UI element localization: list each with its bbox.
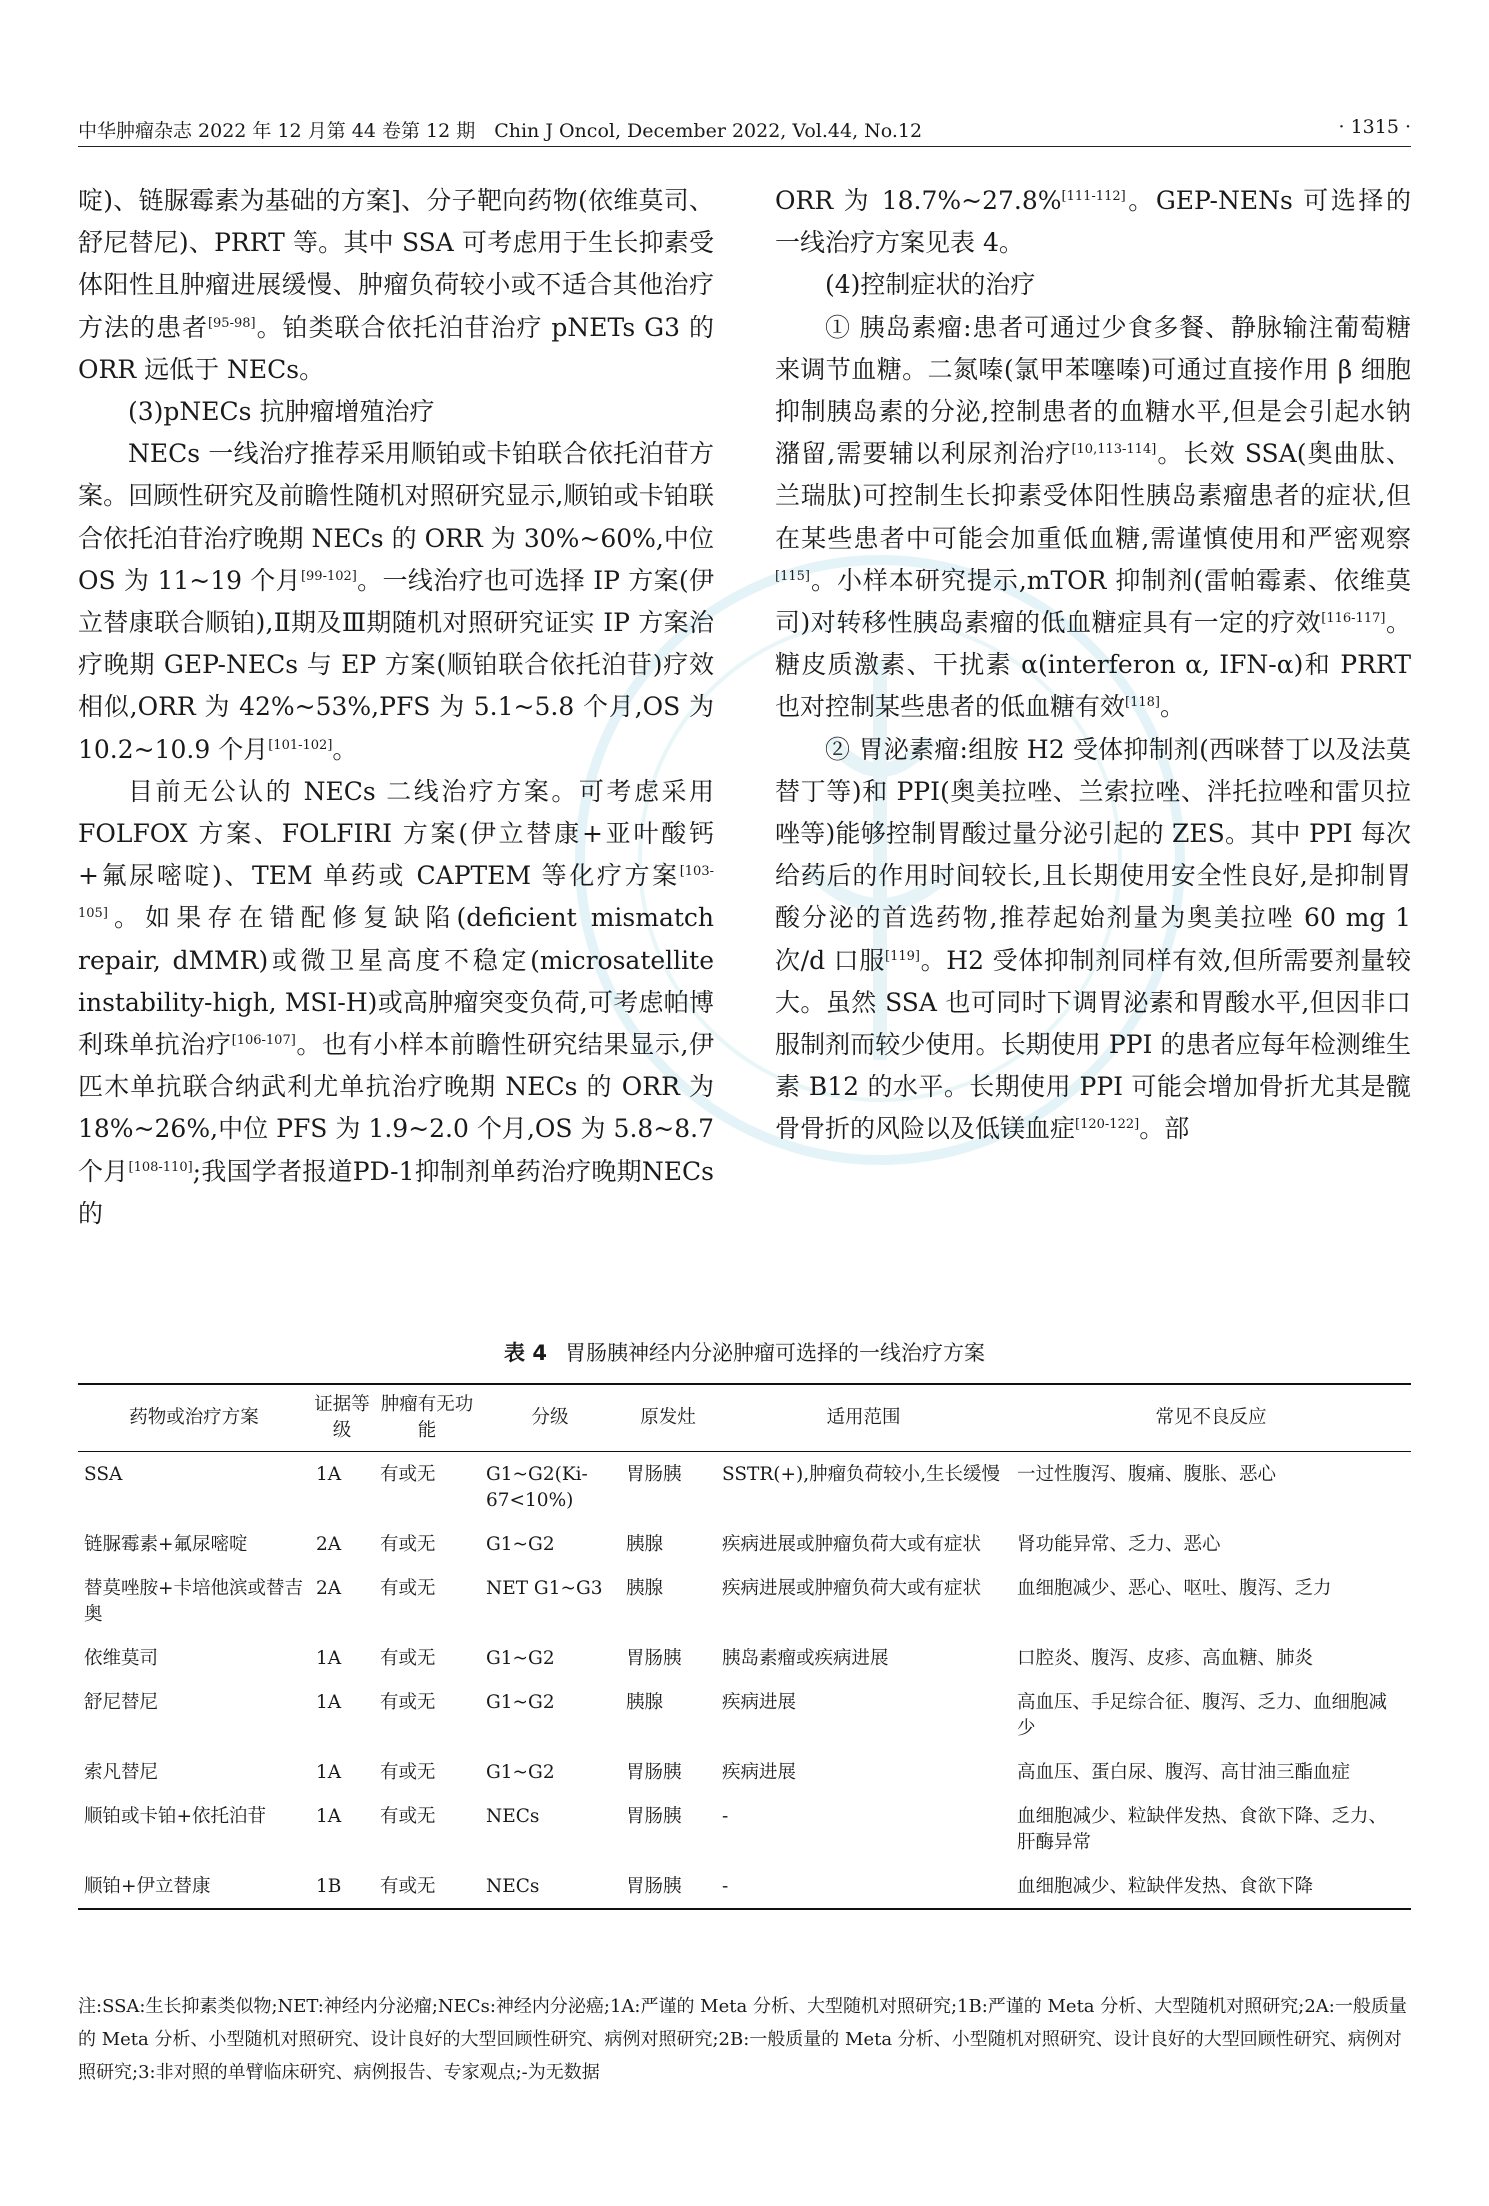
table-cell: 胰腺 xyxy=(626,1692,664,1713)
table-cell: 血细胞减少、粒缺伴发热、食欲下降、乏力、肝酶异常 xyxy=(1017,1806,1388,1853)
table-cell: 有或无 xyxy=(380,1692,436,1713)
table-cell: 胃肠胰 xyxy=(626,1762,682,1783)
table-cell: 1A xyxy=(316,1762,342,1783)
table-row xyxy=(78,1452,1411,1523)
section-heading: (3)pNECs 抗肿瘤增殖治疗 xyxy=(128,397,435,427)
table-title: 胃肠胰神经内分泌肿瘤可选择的一线治疗方案 xyxy=(564,1341,985,1365)
left-column xyxy=(78,180,714,1235)
table-row xyxy=(78,1794,1411,1864)
table-cell: 1A xyxy=(316,1806,342,1827)
table-cell: 1A xyxy=(316,1464,342,1485)
table-cell: 有或无 xyxy=(380,1534,436,1555)
table-cell: 2A xyxy=(316,1534,342,1555)
paragraph: ② 胃泌素瘤:组胺 H2 受体抑制剂(西咪替丁以及法莫替丁等)和 PPI(奥美拉唑、兰索拉唑、泮托拉唑和雷贝拉唑等)能够控制胃酸过量分泌引起的 ZES。其中 PPI 每次给药后的作用时间较长,且长期使用安全性良好,是抑制胃酸分泌的首选药物,推荐起始剂量为奥美拉唑 60 mg 1 次/d 口服[119]。H2 受体抑制剂同样有效,但所需要剂量较大。虽然 SSA 也可同时下调胃泌素和胃酸水平,但因非口服制剂而较少使用。长期使用 PPI 的患者应每年检测维生素 B12 的水平。长期使用 PPI 可能会增加骨折尤其是髋骨骨折的风险以及低镁血症[120-122]。部 xyxy=(775,734,1412,1144)
paragraph: NECs 一线治疗推荐采用顺铂或卡铂联合依托泊苷方案。回顾性研究及前瞻性随机对照研究显示,顺铂或卡铂联合依托泊苷治疗晚期 NECs 的 ORR 为 30%~60%,中位 OS 为 11~19 个月[99-102]。一线治疗也可选择 IP 方案(伊立替康联合顺铂),Ⅱ期及Ⅲ期随机对照研究证实 IP 方案治疗晚期 GEP-NECs 与 EP 方案(顺铂联合依托泊苷)疗效相似,ORR 为 42%~53%,PFS 为 5.1~5.8 个月,OS 为 10.2~10.9 个月[101-102]。 xyxy=(78,439,714,764)
table-cell: G1~G2(Ki-67<10%) xyxy=(486,1464,588,1511)
table-row xyxy=(78,1636,1411,1680)
table-cell: 血细胞减少、恶心、呕吐、腹泻、乏力 xyxy=(1017,1578,1332,1599)
table-cell: G1~G2 xyxy=(486,1534,555,1555)
table-cell: G1~G2 xyxy=(486,1692,555,1713)
table-cell: 高血压、手足综合征、腹泻、乏力、血细胞减少 xyxy=(1017,1692,1388,1739)
table-cell: 疾病进展或肿瘤负荷大或有症状 xyxy=(722,1534,982,1555)
header-cell: 常见不良反应 xyxy=(1155,1407,1267,1428)
table-caption xyxy=(78,1337,1411,1367)
table-cell: - xyxy=(722,1876,729,1897)
page-header xyxy=(78,112,1411,146)
table-cell: NECs xyxy=(486,1806,540,1827)
table-row xyxy=(78,1750,1411,1794)
page-number: · 1315 · xyxy=(1338,116,1411,138)
header-cell: 适用范围 xyxy=(826,1407,901,1428)
table-row xyxy=(78,1864,1411,1909)
header-cell: 证据等级 xyxy=(314,1394,370,1441)
table-cell: SSA xyxy=(84,1464,123,1485)
table-cell: NECs xyxy=(486,1876,540,1897)
journal-citation: 中华肿瘤杂志 2022 年 12 月第 44 卷第 12 期 Chin J Oncol, December 2022, Vol.44, No.12 xyxy=(78,120,923,142)
header-rule xyxy=(78,146,1411,147)
table-cell: - xyxy=(722,1806,729,1827)
table-cell: 有或无 xyxy=(380,1876,436,1897)
table-cell: 疾病进展或肿瘤负荷大或有症状 xyxy=(722,1578,982,1599)
table-cell: 胰岛素瘤或疾病进展 xyxy=(722,1648,889,1669)
table-header-row xyxy=(78,1384,1411,1452)
section-heading: (4)控制症状的治疗 xyxy=(825,270,1036,300)
table-cell: 有或无 xyxy=(380,1578,436,1599)
table-cell: 高血压、蛋白尿、腹泻、高甘油三酯血症 xyxy=(1017,1762,1351,1783)
table-cell: 链脲霉素+氟尿嘧啶 xyxy=(84,1534,248,1555)
table-cell: 有或无 xyxy=(380,1464,436,1485)
table-cell: 替莫唑胺+卡培他滨或替吉奥 xyxy=(84,1578,304,1625)
table-cell: 疾病进展 xyxy=(722,1692,797,1713)
table-cell: 舒尼替尼 xyxy=(84,1692,159,1713)
table-cell: SSTR(+),肿瘤负荷较小,生长缓慢 xyxy=(722,1464,1000,1485)
table-cell: 疾病进展 xyxy=(722,1762,797,1783)
paragraph: 目前无公认的 NECs 二线治疗方案。可考虑采用 FOLFOX 方案、FOLFIRI 方案(伊立替康+亚叶酸钙+氟尿嘧啶)、TEM 单药或 CAPTEM 等化疗方案[103-105]。如果存在错配修复缺陷(deficient mismatch repair, dMMR)或微卫星高度不稳定(microsatellite instability-high, MSI-H)或高肿瘤突变负荷,可考虑帕博利珠单抗治疗[106-107]。也有小样本前瞻性研究结果显示,伊匹木单抗联合纳武利尤单抗治疗晚期 NECs 的 ORR 为 18%~26%,中位 PFS 为 1.9~2.0 个月,OS 为 5.8~8.7 个月[108-110];我国学者报道PD-1抑制剂单药治疗晚期NECs的 xyxy=(78,776,714,1228)
table-cell: 有或无 xyxy=(380,1806,436,1827)
table-cell: 2A xyxy=(316,1578,342,1599)
paragraph: ORR 为 18.7%~27.8%[111-112]。GEP-NENs 可选择的一线治疗方案见表 4。 xyxy=(775,186,1411,258)
table-cell: 一过性腹泻、腹痛、腹胀、恶心 xyxy=(1017,1464,1277,1485)
table-cell: 顺铂+伊立替康 xyxy=(84,1876,211,1897)
table-cell: 1B xyxy=(316,1876,342,1897)
table-cell: 1A xyxy=(316,1692,342,1713)
table-cell: 有或无 xyxy=(380,1648,436,1669)
table-row xyxy=(78,1566,1411,1636)
table-cell: 有或无 xyxy=(380,1762,436,1783)
paragraph: ① 胰岛素瘤:患者可通过少食多餐、静脉输注葡萄糖来调节血糖。二氮嗪(氯甲苯噻嗪)可通过直接作用 β 细胞抑制胰岛素的分泌,控制患者的血糖水平,但是会引起水钠潴留,需要辅以利尿剂治疗[10,113-114]。长效 SSA(奥曲肽、兰瑞肽)可控制生长抑素受体阳性胰岛素瘤患者的症状,但在某些患者中可能会加重低血糖,需谨慎使用和严密观察[115]。小样本研究提示,mTOR 抑制剂(雷帕霉素、依维莫司)对转移性胰岛素瘤的低血糖症具有一定的疗效[116-117]。糖皮质激素、干扰素 α(interferon α, IFN-α)和 PRRT 也对控制某些患者的低血糖有效[118]。 xyxy=(775,312,1411,722)
table-cell: 索凡替尼 xyxy=(84,1762,159,1783)
table-row xyxy=(78,1522,1411,1566)
header-cell: 肿瘤有无功能 xyxy=(380,1394,474,1441)
header-cell: 药物或治疗方案 xyxy=(129,1407,259,1428)
table-cell: 胃肠胰 xyxy=(626,1876,682,1897)
table-cell: 胰腺 xyxy=(626,1578,664,1599)
table-label: 表 4 xyxy=(504,1341,547,1365)
table-cell: 血细胞减少、粒缺伴发热、食欲下降 xyxy=(1017,1876,1314,1897)
table-cell: 口腔炎、腹泻、皮疹、高血糖、肺炎 xyxy=(1017,1648,1314,1669)
table-cell: 胃肠胰 xyxy=(626,1806,682,1827)
table-cell: 1A xyxy=(316,1648,342,1669)
table-cell: 顺铂或卡铂+依托泊苷 xyxy=(84,1806,267,1827)
header-cell: 原发灶 xyxy=(640,1407,696,1428)
table-notes: 注:SSA:生长抑素类似物;NET:神经内分泌瘤;NECs:神经内分泌癌;1A:严谨的 Meta 分析、大型随机对照研究;1B:严谨的 Meta 分析、大型随机对照研究;2A:一般质量的 Meta 分析、小型随机对照研究、设计良好的大型回顾性研究、病例对照研究;2B:一般质量的 Meta 分析、小型随机对照研究、设计良好的大型回顾性研究、病例对照研究;3:非对照的单臂临床研究、病例报告、专家观点;-为无数据 xyxy=(78,1996,1407,2083)
table-cell: 胃肠胰 xyxy=(626,1464,682,1485)
table-cell: 胃肠胰 xyxy=(626,1648,682,1669)
table-row xyxy=(78,1680,1411,1750)
table-cell: 胰腺 xyxy=(626,1534,664,1555)
table-cell: G1~G2 xyxy=(486,1762,555,1783)
right-column xyxy=(775,180,1411,1151)
paragraph: 啶)、链脲霉素为基础的方案]、分子靶向药物(依维莫司、舒尼替尼)、PRRT 等。其中 SSA 可考虑用于生长抑素受体阳性且肿瘤进展缓慢、肿瘤负荷较小或不适合其他治疗方法的患者[95-98]。铂类联合依托泊苷治疗 pNETs G3 的 ORR 远低于 NECs。 xyxy=(78,186,714,384)
treatment-table xyxy=(78,1383,1411,1910)
table-cell: 肾功能异常、乏力、恶心 xyxy=(1017,1534,1221,1555)
header-cell: 分级 xyxy=(531,1407,569,1428)
table-cell: 依维莫司 xyxy=(84,1648,159,1669)
table-cell: NET G1~G3 xyxy=(486,1578,603,1599)
table-cell: G1~G2 xyxy=(486,1648,555,1669)
